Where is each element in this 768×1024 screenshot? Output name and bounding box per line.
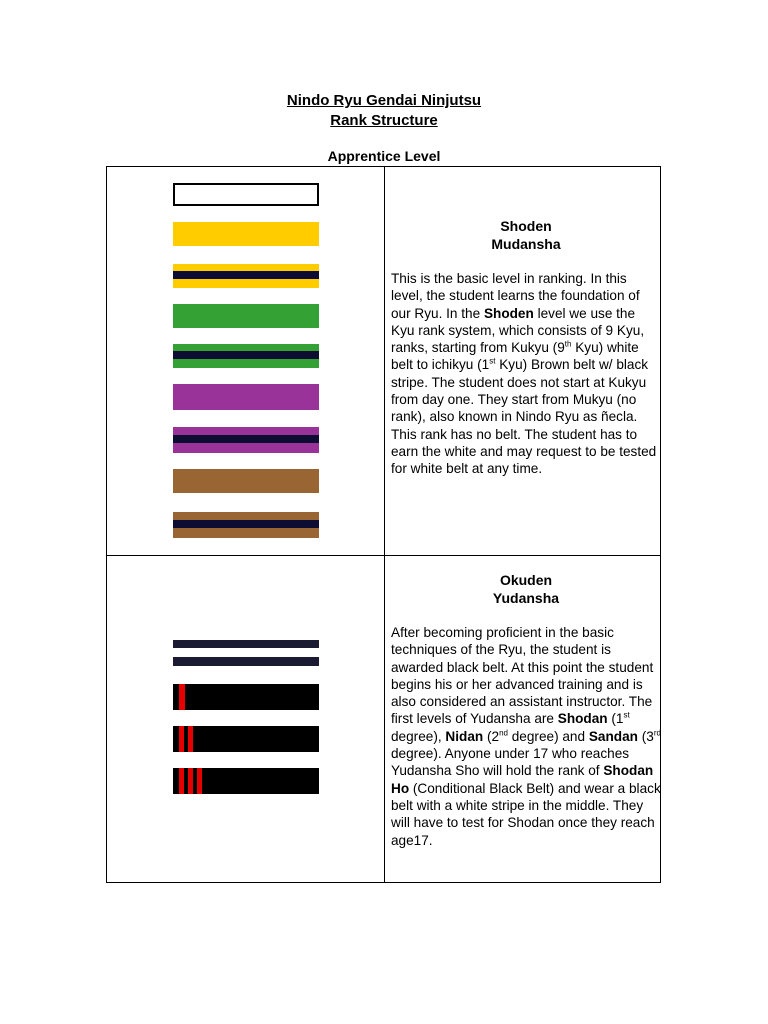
section-heading: Apprentice Level <box>327 148 441 164</box>
black-belt-white-stripe <box>173 640 319 666</box>
white-belt <box>173 183 319 206</box>
rank-heading <box>391 571 661 607</box>
rank-heading <box>391 217 661 253</box>
green-belt-black-stripe <box>173 344 319 368</box>
yellow-belt <box>173 222 319 246</box>
purple-belt <box>173 384 319 410</box>
purple-belt-black-stripe <box>173 427 319 453</box>
row-divider <box>107 555 660 556</box>
brown-belt-black-stripe <box>173 512 319 538</box>
yellow-belt-black-stripe <box>173 264 319 288</box>
column-divider <box>384 167 385 882</box>
rank-body: This is the basic level in ranking. In this level, the student learns the foundation of our Ryu. In the Shoden level we use the Kyu rank system, which consists of 9 Kyu, ranks, starting from Kukyu (9th Kyu) white belt to ichikyu (1st Kyu) Brown belt w/ black stripe. The student does not start at Kukyu from day one. They start from Mukyu (no rank), also known in Nindo Ryu as ñecla. This rank has no belt. The student has to earn the white and may request to be tested for white belt at any time. <box>391 271 657 477</box>
black-belt-two-red-stripes <box>173 726 319 752</box>
black-belt-three-red-stripes <box>173 768 319 794</box>
green-belt <box>173 304 319 328</box>
rank-category: Yudansha <box>492 590 560 606</box>
page-subtitle: Rank Structure <box>330 112 438 129</box>
brown-belt <box>173 469 319 493</box>
page-title: Nindo Ryu Gendai Ninjutsu <box>286 92 482 109</box>
rank-name: Okuden <box>499 572 553 588</box>
rank-category: Mudansha <box>491 236 561 252</box>
rank-body: After becoming proficient in the basic techniques of the Ryu, the student is awarded black belt. At this point the student begins his or her advanced training and is also considered an assistant instructor. The first levels of Yudansha are Shodan (1st degree), Nidan (2nd degree) and Sandan (3rd degree). Anyone under 17 who reaches Yudansha Sho will hold the rank of Shodan Ho (Conditional Black Belt) and wear a black belt with a white stripe in the middle. They will have to test for Shodan once they reach age17. <box>391 625 661 848</box>
black-belt-one-red-stripe <box>173 684 319 710</box>
rank-table <box>106 166 661 883</box>
rank-name: Shoden <box>500 218 552 234</box>
okuden-description <box>391 571 661 849</box>
shoden-description <box>391 217 661 478</box>
